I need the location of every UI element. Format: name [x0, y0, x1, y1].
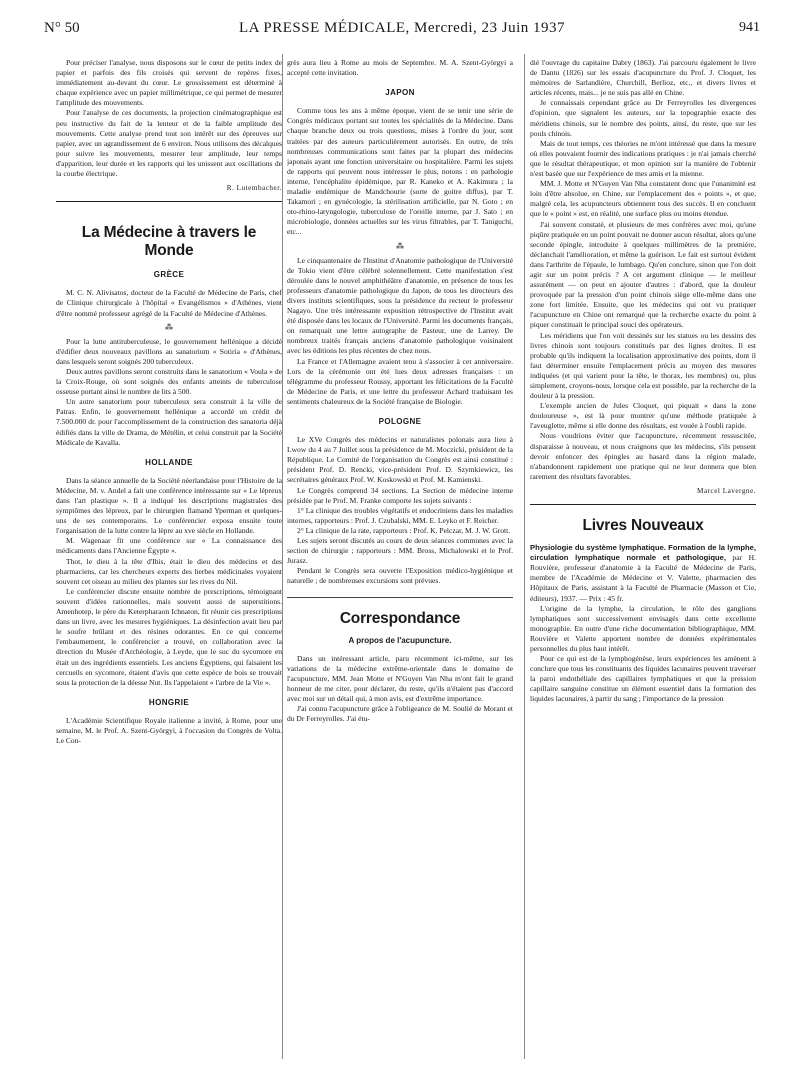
paragraph: Thot, le dieu à la tête d'Ibis, était le dieu des médecins et des pharmaciens, car les chercheurs experts des herbes médicinales voyaient souvent cet oiseau au milieu des plantes sur les rives du Nil. [56, 556, 282, 586]
paragraph: Le cinquantenaire de l'Institut d'Anatomie pathologique de l'Université de Tokio vient d'être célébré solennellement. Cette manifestation s'est déroulée dans le nouvel amphithéâtre d'anatomie, en présence de tous les professeurs d'anatomie pathologique du Japon, de tous les directeurs des divers instituts scientifiques, sous la présidence du recteur le professeur Nagayo. Une très intéressante exposition rétrospective de l'Institut avait été disposée dans les locaux de l'Université. Parmi les documents français, on remarquait une lettre autographe de Pasteur, une de Larrey. De nombreux traités français anciens d'anatomie pathologique voisinaient avec les éditions les plus récentes de chez nous. [287, 255, 513, 356]
paragraph: Mais de tout temps, ces théories ne m'ont intéressé que dans la mesure où elles pouvaient fournir des indications pratiques : je n'ai jamais cherché que le résultat thérapeutique, et mon opinion sur la manière de l'obtenir n'est basée que sur l'expérience de mes amis et la mienne. [530, 138, 756, 179]
paragraph: 1° La clinique des troubles végétatifs et endocriniens dans les maladies internes, rapporteurs : Prof. J. Czubalski, MM. E. Leyko et F. Reicher. [287, 505, 513, 525]
paragraph: Le Congrès comprend 34 sections. La Section de médecine interne présidée par le Prof. M. Franke comporte les sujets suivants : [287, 485, 513, 505]
column-divider [282, 54, 283, 1059]
paragraph: MM. J. Motte et N'Guyen Van Nha constatent donc que l'unanimité est loin d'être absolue, en Chine, sur l'emplacement des « points », et que, malgré cela, les acupuncteurs obtiennent tous des succès. Il en concluent que le « point » est, en réalité, une surface plus ou moins étendue. [530, 179, 756, 219]
section-rule [530, 504, 756, 505]
heading-grece: GRÈCE [153, 270, 185, 280]
paragraph: Pour préciser l'analyse, nous disposons sur le cœur de petits index de papier et parfois des fils croisés qui servent de repères fixes, immédiatement au-devant du cœur. Le grossissement est déterminé à chaque expérience avec un papier millimétrique, ce qui permet de mesurer l'amplitude des mouvements. [56, 58, 282, 108]
paragraph: Le conférencier discute ensuite nombre de prescriptions, témoignant souvent d'idées rationnelles, mais souvent aussi de superstitions. Amenhotep, le père du Keterpharaon Ichnaton, fit réunir ces prescriptions dans un livre, avec les mesures hygiéniques. La désinfection avait lieu par le soufre brûlant et des résines odorantes. En ce qui concerne l'embaumement, le conférencier a trouvé, en collaboration avec la direction du Musée d'Archéologie, à Leyde, que le suc du sycomore en était un des ingrédients essentiels. Les anciens Égyptiens, qui faisaient les cercueils en sycomore, étaient d'avis que cette espèce de bois se trouvait sous la protection de la déesse Nut. Ils l'appelaient « l'arbre de la Vie ». [56, 586, 282, 687]
page-number: 941 [739, 20, 760, 35]
column-divider [524, 54, 525, 1059]
paragraph: 2° La clinique de la rate, rapporteurs : Prof. K. Pelczar, M. J. W. Grott. [297, 525, 511, 535]
paragraph: Pour ce qui est de la lymphogénèse, leurs expériences les amènent à conclure que tous les constituants des liquides lacunaires peuvent traverser la paroi endothéliale des capillaires lymphatiques et que la pression capillaire sanguine constitue un élément essentiel dans la formation des liquides lacunaires, à partir du sang ; l'importance de la pression [530, 654, 756, 704]
book-title: Physiologie du système lymphatique. Formation de la lymphe, circulation lymphatique normale et pathologique, [530, 543, 756, 563]
livres-title: Livres Nouveaux [582, 517, 704, 535]
paragraph: M. Wagenaar fit une conférence sur « La connaissance des médicaments dans l'Ancienne Égypte ». [56, 536, 282, 556]
issue-number: N° 50 [44, 20, 80, 36]
separator-stars: ⁂ [396, 241, 404, 251]
paragraph: Un autre sanatorium pour tuberculeux sera construit à la ville de Patras. Enfin, le gouvernement hellénique a accordé un crédit de 7.500.000 dr. pour l'accomplissement de la construction des sanatoria déjà édifiés dans la ville de Drama, de Métélin, et celui construit par la Société Médicale de Kavalla. [56, 397, 282, 447]
column-3 [530, 58, 756, 1068]
correspondance-title: Correspondance [339, 609, 461, 627]
author-signature: Marcel Lavergne. [697, 486, 756, 495]
book-details: par H. Rouvière, professeur d'anatomie à la Faculté de Médecine de Paris, membre de l'Académie de Médecine et V. Valette, pharmacien des Hôpitaux de Paris, assistant à la Faculté de Pharmacie (Masson et Cie, éditeurs), 1937. — Prix : 45 fr. [530, 553, 756, 603]
correspondance-subtitle: A propos de l'acupuncture. [348, 635, 452, 645]
section-title: La Médecine à travers le Monde [81, 224, 257, 260]
page-header [44, 20, 760, 40]
paragraph: Les méridiens que l'on voit dessinés sur les statues ou les dessins des livres chinois sont toujours constitués par des lignes droites. Il est probable qu'ils indiquent la localisation approximative des points, dont il faut déterminer ensuite l'emplacement précis au moyen des mesures indiquées (et qui varient pour la tête, le thorax, les membres) ou, plus simplement, croyons-nous, lorsque cela est possible, par la recherche de la douleur à la pression. [530, 330, 756, 401]
section-rule [287, 597, 513, 598]
separator-stars: ⁂ [165, 322, 173, 332]
paragraph: J'ai connu l'acupuncture grâce à l'obligeance de M. Soulié de Morant et du Dr Ferreyrolles. J'ai étu- [287, 704, 513, 724]
heading-hollande: HOLLANDE [145, 457, 193, 467]
author-signature: R. Lutembacher. [226, 184, 282, 193]
paragraph: Deux autres pavillons seront construits dans le sanatorium « Voula » de la Croix-Rouge, où sont soignés des enfants atteints de tuberculose osseuse portant ainsi le nombre de lits à 500. [56, 366, 282, 397]
column-1 [56, 58, 282, 1068]
paragraph: Dans la séance annuelle de la Société néerlandaise pour l'Histoire de la Médecine, M. v. Andel a fait une conférence intéressante sur « Le lépreux dans l'art plastique ». Il a indiqué les descriptions magistrales des symptômes des lépreux, par le chirurgien flamand Yperman et quelques-uns de ses contemporains. Le conférencier exposa ensuite toute l'organisation de la lutte contre la lèpre au xve siècle en Hollande. [56, 475, 282, 536]
journal-title: LA PRESSE MÉDICALE, Mercredi, 23 Juin 1937 [239, 20, 565, 36]
paragraph: Pour l'analyse de ces documents, la projection cinématographique est peu instructive du fait de la lenteur et de la faible amplitude des mouvements. Cette analyse prend tout son intérêt sur des épreuves sur papier, avec un agrandissement de 6 environ. Nous utilisons des décalques pour suivre les mouvements, mesurer leur amplitude, leur temps d'apparition, leur durée et les rapports qui les unissent aux oscillations de la courbe électrique. [56, 108, 282, 179]
book-reference [530, 543, 756, 604]
paragraph: dié l'ouvrage du capitaine Dabry (1863). J'ai parcouru également le livre de Dantu (1826) sur les essais d'acupuncture du Prof. J. Cloquet, les mémoires de Sarlandière, Churchill, Berlioz, etc., et divers livres et articles récents, mais... je ne suis pas allé en Chine. [530, 58, 756, 98]
paragraph: L'Académie Scientifique Royale italienne a invité, à Rome, pour une semaine, M. le Prof. A. Szent-Györgyi, à l'occasion du Congrès de Volta. Le Con- [56, 715, 282, 746]
paragraph: M. C. N. Alivisatos, docteur de la Faculté de Médecine de Paris, chef de Clinique chirurgicale à l'hôpital « Evangélismos » d'Athènes, vient d'être nommé professeur agrégé de la Faculté de Médecine d'Athènes. [56, 288, 282, 318]
paragraph: Nous voudrions éviter que l'acupuncture, récemment ressuscitée, disparaisse à nouveau, et nous craignons que les médecins, s'ils pensent devoir enfoncer des épingles au hasard dans la région malade, n'abandonnent rapidement une pratique qui ne leur donnera que bien rarement des résultats favorables. [530, 431, 756, 481]
paragraph: Pour la lutte antituberculeuse, le gouvernement hellénique a décidé d'édifier deux nouveaux pavillons au sanatorium « Sotiria » d'Athènes, dans lesquels seront soignés 200 tuberculeux. [56, 336, 282, 366]
paragraph: grès aura lieu à Rome au mois de Septembre. M. A. Szent-Györgyi a accepté cette invitation. [287, 58, 513, 78]
paragraph: J'ai souvent constaté, et plusieurs de mes confrères avec moi, qu'une piqûre pratiquée en un point pouvait ne donner aucun résultat, alors qu'une seconde épingle, introduite à quelques millimètres de la première, déclanchait l'amélioration, et même la guérison. Le fait est surtout évident dans l'arthrite de l'épaule, le lumbago. Qu'en conclure, sinon que l'on doit agir sur un point précis ? A cet argument clinique — le meilleur assurément — on peut en ajouter d'autres : d'abord, que la douleur provoquée par la pression d'un point chinois siège elle-même dans une zone fort limitée. Ensuite, que les médecins qui ont vu pratiquer l'acupuncture en Chine ont remarqué que la recherche exacte du point à piquer constituait le principal souci des opérateurs. [530, 219, 756, 330]
paragraph: L'origine de la lymphe, la circulation, le rôle des ganglions lymphatiques sont successivement envisagés dans cette excellente monographie. En outre d'une riche documentation bibliographique, MM. Rouvière et Valette apportent nombre de données expérimentales personnelles du plus haut intérêt. [530, 603, 756, 653]
paragraph: L'exemple ancien de Jules Cloquet, qui piquait « dans la zone douloureuse », est là pour montrer qu'une méthode pratiquée à l'aveuglette, même si elle donne des résultats, est vouée à l'oubli rapide. [530, 401, 756, 431]
paragraph: Dans un intéressant article, paru récemment ici-même, sur les variations de la médecine extrême-orientale dans le domaine de l'acupuncture, MM. Jean Motte et N'Guyen Van Nha m'ont fait le grand honneur de me citer, pour déclarer, du reste, qu'ils n'étaient pas d'accord avec moi sur un détail qui, à mon avis, est d'extrême importance. [287, 653, 513, 703]
paragraph: Le XVe Congrès des médecins et naturalistes polonais aura lieu à Lwow du 4 au 7 Juillet sous la présidence de M. Moczicki, président de la République. Le Comité de l'organisation du Congrès est ainsi constitué : président Prof. D. Rencki, vice-président Prof. D. Szymkiewicz, les secrétaires généraux Prof. W. Koskowski et Prof. M. Kamienski. [287, 435, 513, 485]
paragraph: La France et l'Allemagne avaient tenu à s'associer à cet anniversaire. Lors de la cérémonie ont été lues deux adresses françaises : un télégramme du professeur Roussy, apportant les félicitations de la Faculté de Médecine de Paris, et une lettre du professeur Achard traduisant les sentiments chaleureux de la Société française de Biologie. [287, 356, 513, 406]
paragraph: Les sujets seront discutés au cours de deux séances communes avec la section de chirurgie ; rapporteurs : MM. Bross, Michalowski et le Prof. Jurasz. [287, 536, 513, 566]
heading-pologne: POLOGNE [378, 417, 422, 426]
heading-hongrie: HONGRIE [148, 697, 190, 707]
column-2 [287, 58, 513, 1068]
section-rule [56, 201, 282, 202]
paragraph: Je connaissais cependant grâce au Dr Ferreyrolles les divergences d'opinion, que signalent les auteurs, sur la topographie exacte des méridiens chinois, sur le nombre des points, ainsi, du reste, que sur les pouls chinois. [530, 98, 756, 138]
heading-japon: JAPON [385, 88, 415, 98]
paragraph: Comme tous les ans à même époque, vient de se tenir une série de Congrès médicaux portant sur toutes les spécialités de la Médecine. Dans chaque branche deux ou trois questions, mises à l'ordre du jour, sont traitées par des auteurs particulièrement autorisés. En outre, de très nombreuses communications sont faites par la plupart des médecins japonais ayant une fonction universitaire ou hospitalière. Parmi les sujets de rapports qui peuvent nous intéresser le plus, notons : en pathologie interne, l'encéphalite épidémique, par R. Kaneko et A. Kakimura ; la maladie endémique de Mandchourie (sorte de goitre diffus), par T. Takamori ; en gynécologie, la stérilisation artificielle, par N. Goto ; en oto-rhino-laryngologie, tuberculose de l'oreille interne, par J. Sato ; en microbiologie, données actuelles sur les virus filtrables, par T. Taniguchi, etc... [287, 106, 513, 237]
paragraph: Pendant le Congrès sera ouverte l'Exposition médico-hygiénique et naturelle ; de nombreuses excursions sont prévues. [287, 566, 513, 586]
